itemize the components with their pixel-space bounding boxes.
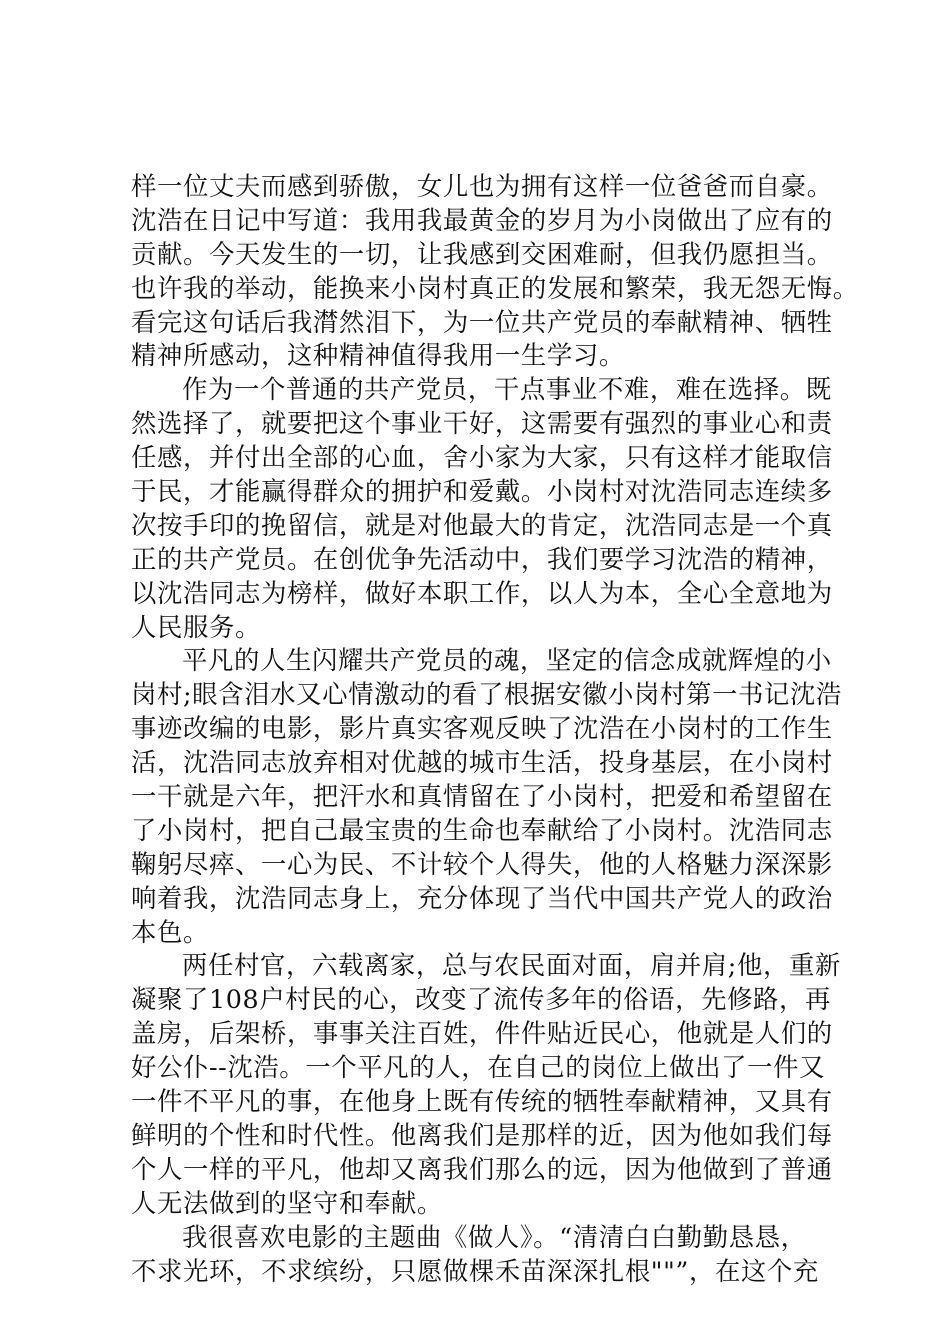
text-line: 人无法做到的坚守和奉献。 xyxy=(131,1187,443,1218)
text-line: 然选择了，就要把这个事业干好，这需要有强烈的事业心和责 xyxy=(131,408,833,439)
text-line: 盖房，后架桥，事事关注百姓，件件贴近民心，他就是人们的 xyxy=(131,1018,833,1049)
text-line: 精神所感动，这种精神值得我用一生学习。 xyxy=(131,340,625,371)
text-line: 样一位丈夫而感到骄傲，女儿也为拥有这样一位爸爸而自豪。 xyxy=(131,171,833,201)
text-line: 鲜明的个性和时代性。他离我们是那样的近，因为他如我们每 xyxy=(131,1119,833,1150)
text-line: 沈浩在日记中写道：我用我最黄金的岁月为小岗做出了应有的 xyxy=(131,204,833,235)
text-line: 正的共产党员。在创优争先活动中，我们要学习沈浩的精神， xyxy=(131,543,833,574)
paragraph-first-line: 作为一个普通的共产党员，干点事业不难，难在选择。既 xyxy=(182,374,832,405)
text-line: 看完这句话后我潸然泪下，为一位共产党员的奉献精神、牺牲 xyxy=(131,306,833,337)
document-body xyxy=(131,170,859,1288)
text-line: 鞠躬尽瘁、一心为民、不计较个人得失，他的人格魅力深深影 xyxy=(131,848,833,879)
text-line: 任感，并付出全部的心血，舍小家为大家，只有这样才能取信 xyxy=(131,442,833,473)
text-line: 人民服务。 xyxy=(131,611,261,642)
paragraph-first-line: 我很喜欢电影的主题曲《做人》。“清清白白勤勤恳恳， xyxy=(182,1221,807,1252)
text-line: 贡献。今天发生的一切，让我感到交困难耐，但我仍愿担当。 xyxy=(131,238,833,269)
text-line: 凝聚了108户村民的心，改变了流传多年的俗语，先修路，再 xyxy=(131,984,832,1015)
text-line: 一干就是六年，把汗水和真情留在了小岗村，把爱和希望留在 xyxy=(131,781,833,812)
text-line: 一件不平凡的事，在他身上既有传统的牺牲奉献精神，又具有 xyxy=(131,1086,833,1117)
text-line: 本色。 xyxy=(131,916,209,947)
text-line: 以沈浩同志为榜样，做好本职工作，以人为本，全心全意地为 xyxy=(131,577,833,608)
paragraph-first-line: 两任村官，六载离家，总与农民面对面，肩并肩;他，重新 xyxy=(182,950,841,981)
text-line: 个人一样的平凡，他却又离我们那么的远，因为他做到了普通 xyxy=(131,1153,833,1184)
text-line: 岗村;眼含泪水又心情激动的看了根据安徽小岗村第一书记沈浩 xyxy=(131,679,842,710)
text-line: 也许我的举动，能换来小岗村真正的发展和繁荣，我无怨无悔。 xyxy=(131,272,859,303)
text-line: 次按手印的挽留信，就是对他最大的肯定，沈浩同志是一个真 xyxy=(131,509,833,540)
paragraph-first-line: 平凡的人生闪耀共产党员的魂，坚定的信念成就辉煌的小 xyxy=(182,645,832,676)
text-line: 了小岗村，把自己最宝贵的生命也奉献给了小岗村。沈浩同志 xyxy=(131,814,833,845)
text-line: 活，沈浩同志放弃相对优越的城市生活，投身基层，在小岗村 xyxy=(131,747,833,778)
text-line: 不求光环，不求缤纷，只愿做棵禾苗深深扎根""”，在这个充 xyxy=(131,1255,819,1286)
text-line: 事迹改编的电影，影片真实客观反映了沈浩在小岗村的工作生 xyxy=(131,713,833,744)
text-line: 于民，才能赢得群众的拥护和爱戴。小岗村对沈浩同志连续多 xyxy=(131,476,833,507)
text-line: 响着我，沈浩同志身上，充分体现了当代中国共产党人的政治 xyxy=(131,882,833,913)
text-line: 好公仆--沈浩。一个平凡的人，在自己的岗位上做出了一件又 xyxy=(131,1052,826,1083)
